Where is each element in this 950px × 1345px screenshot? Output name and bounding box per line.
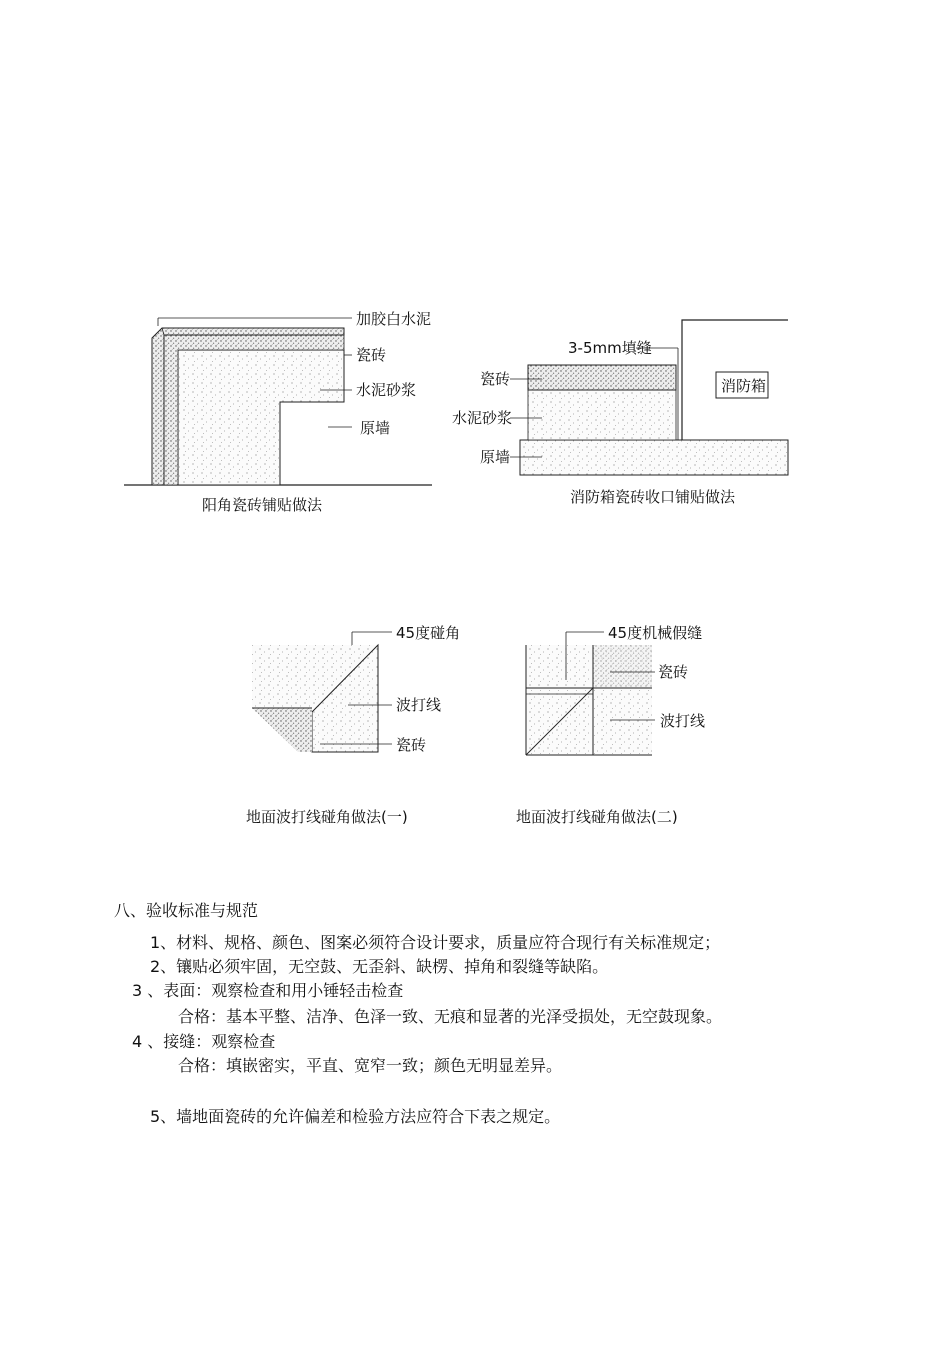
outer-corner-label: 加胶白水泥 <box>356 310 432 328</box>
outer-corner-label: 瓷砖 <box>356 346 387 364</box>
list-item: 4 、接缝：观察检查 <box>132 1032 276 1051</box>
corner-two-label: 45度机械假缝 <box>608 624 703 642</box>
figure-outer-corner-tiling <box>110 300 450 520</box>
fire-box-label: 瓷砖 <box>480 370 511 388</box>
list-item: 合格：填嵌密实，平直、宽窄一致；颜色无明显差异。 <box>178 1056 563 1075</box>
list-item: 2、镶贴必须牢固，无空鼓、无歪斜、缺楞、掉角和裂缝等缺陷。 <box>150 957 609 976</box>
figure-border-corner-one <box>240 620 480 835</box>
fire-box-caption: 消防箱瓷砖收口铺贴做法 <box>570 488 736 506</box>
corner-one-label: 45度碰角 <box>396 624 461 642</box>
outer-corner-label: 水泥砂浆 <box>356 381 417 399</box>
corner-two-caption: 地面波打线碰角做法(二) <box>516 808 678 826</box>
outer-corner-caption: 阳角瓷砖铺贴做法 <box>202 496 323 514</box>
figure-fire-box-tiling <box>450 310 795 520</box>
corner-one-label: 波打线 <box>396 696 442 714</box>
corner-two-label: 瓷砖 <box>658 663 689 681</box>
fire-box-label: 消防箱 <box>721 377 767 395</box>
list-item: 1、材料、规格、颜色、图案必须符合设计要求，质量应符合现行有关标准规定； <box>150 933 721 952</box>
list-item: 合格：基本平整、洁净、色泽一致、无痕和显著的光泽受损处，无空鼓现象。 <box>178 1007 723 1026</box>
fire-box-label: 原墙 <box>480 448 511 466</box>
figure-border-corner-two <box>510 620 760 835</box>
list-item: 3 、表面：观察检查和用小锤轻击检查 <box>132 981 404 1000</box>
corner-one-caption: 地面波打线碰角做法(一) <box>246 808 408 826</box>
corner-one-label: 瓷砖 <box>396 736 427 754</box>
outer-corner-label: 原墙 <box>360 419 391 437</box>
fire-box-label: 水泥砂浆 <box>452 409 513 427</box>
section-heading: 八、验收标准与规范 <box>114 901 259 920</box>
list-item: 5、墙地面瓷砖的允许偏差和检验方法应符合下表之规定。 <box>150 1107 561 1126</box>
fire-box-gap-label: 3-5mm填缝 <box>568 339 652 357</box>
corner-two-label: 波打线 <box>660 712 706 730</box>
